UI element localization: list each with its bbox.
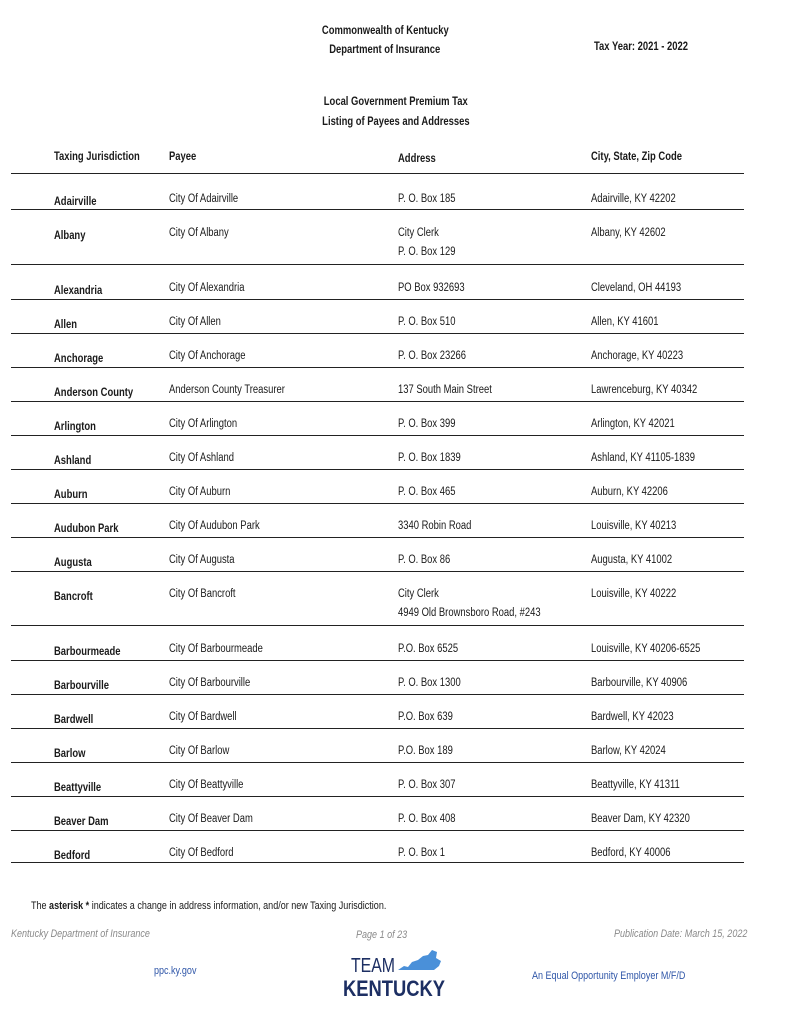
cell-jurisdiction: Arlington — [54, 421, 96, 433]
cell-jurisdiction: Bancroft — [54, 591, 93, 603]
row-divider — [11, 209, 744, 210]
cell-address: P.O. Box 189 — [398, 745, 453, 757]
cell-jurisdiction: Ashland — [54, 455, 92, 467]
cell-payee: City Of Alexandria — [169, 282, 245, 294]
cell-jurisdiction: Barbourmeade — [54, 646, 121, 658]
cell-address: P. O. Box 399 — [398, 418, 456, 430]
cell-payee: City Of Adairville — [169, 193, 239, 205]
kentucky-state-shape-icon — [398, 950, 441, 970]
row-divider — [11, 503, 744, 504]
cell-city: Albany, KY 42602 — [591, 227, 666, 239]
row-divider — [11, 728, 744, 729]
row-divider — [11, 762, 744, 763]
website-link[interactable]: ppc.ky.gov — [154, 965, 197, 977]
cell-jurisdiction: Bedford — [54, 850, 91, 862]
cell-address: P. O. Box 1 — [398, 847, 446, 859]
row-divider — [11, 264, 744, 265]
row-divider — [11, 660, 744, 661]
cell-address: P. O. Box 23266 — [398, 350, 466, 362]
page-number: Page 1 of 23 — [356, 929, 408, 941]
cell-address: P. O. Box 307 — [398, 779, 456, 791]
cell-city: Allen, KY 41601 — [591, 316, 659, 328]
cell-payee: City Of Barlow — [169, 745, 230, 757]
footnote: The asterisk * indicates a change in address information, and/or new Taxing Jurisdiction. — [31, 900, 387, 912]
cell-payee: City Of Bedford — [169, 847, 234, 859]
cell-payee: City Of Allen — [169, 316, 221, 328]
cell-city: Barlow, KY 42024 — [591, 745, 666, 757]
cell-payee: City Of Bardwell — [169, 711, 237, 723]
logo-kentucky-text: KENTUCKY — [343, 976, 446, 1001]
cell-jurisdiction: Anchorage — [54, 353, 104, 365]
row-divider — [11, 796, 744, 797]
cell-address: 3340 Robin Road — [398, 520, 472, 532]
footer-department: Kentucky Department of Insurance — [11, 928, 150, 940]
cell-address: City Clerk — [398, 227, 439, 239]
cell-jurisdiction: Alexandria — [54, 285, 103, 297]
row-divider — [11, 537, 744, 538]
cell-city: Beaver Dam, KY 42320 — [591, 813, 690, 825]
cell-city: Beattyville, KY 41311 — [591, 779, 680, 791]
cell-payee: City Of Bancroft — [169, 588, 236, 600]
row-divider — [11, 333, 744, 334]
cell-address: P. O. Box 510 — [398, 316, 456, 328]
cell-city: Louisville, KY 40222 — [591, 588, 677, 600]
equal-opportunity-note: An Equal Opportunity Employer M/F/D — [532, 970, 686, 982]
cell-payee: City Of Anchorage — [169, 350, 246, 362]
column-header-address: Address — [398, 153, 436, 165]
cell-address: P. O. Box 185 — [398, 193, 456, 205]
cell-address: P. O. Box 129 — [398, 246, 456, 258]
cell-city: Louisville, KY 40206-6525 — [591, 643, 701, 655]
cell-address: P. O. Box 1300 — [398, 677, 461, 689]
cell-address: P. O. Box 1839 — [398, 452, 461, 464]
cell-city: Ashland, KY 41105-1839 — [591, 452, 695, 464]
cell-jurisdiction: Augusta — [54, 557, 92, 569]
cell-jurisdiction: Allen — [54, 319, 78, 331]
cell-payee: City Of Augusta — [169, 554, 235, 566]
cell-jurisdiction: Auburn — [54, 489, 88, 501]
cell-address: P. O. Box 408 — [398, 813, 456, 825]
cell-payee: City Of Arlington — [169, 418, 238, 430]
cell-city: Arlington, KY 42021 — [591, 418, 675, 430]
tax-year: Tax Year: 2021 - 2022 — [594, 41, 689, 53]
cell-city: Bardwell, KY 42023 — [591, 711, 674, 723]
cell-city: Cleveland, OH 44193 — [591, 282, 682, 294]
logo-team-text: TEAM — [351, 955, 395, 977]
row-divider — [11, 862, 744, 863]
cell-city: Adairville, KY 42202 — [591, 193, 676, 205]
cell-payee: City Of Albany — [169, 227, 229, 239]
row-divider — [11, 830, 744, 831]
cell-address: P.O. Box 639 — [398, 711, 453, 723]
row-divider — [11, 299, 744, 300]
cell-address: P. O. Box 86 — [398, 554, 451, 566]
row-divider — [11, 571, 744, 572]
cell-city: Barbourville, KY 40906 — [591, 677, 688, 689]
row-divider — [11, 625, 744, 626]
cell-jurisdiction: Adairville — [54, 196, 97, 208]
column-header-payee: Payee — [169, 151, 197, 163]
cell-payee: City Of Barbourmeade — [169, 643, 263, 655]
cell-jurisdiction: Barbourville — [54, 680, 110, 692]
header-department: Department of Insurance — [329, 44, 441, 56]
cell-payee: City Of Beattyville — [169, 779, 244, 791]
cell-address: 137 South Main Street — [398, 384, 492, 396]
cell-payee: City Of Auburn — [169, 486, 231, 498]
cell-address: P.O. Box 6525 — [398, 643, 459, 655]
cell-city: Lawrenceburg, KY 40342 — [591, 384, 698, 396]
header-commonwealth: Commonwealth of Kentucky — [321, 25, 449, 37]
cell-jurisdiction: Anderson County — [54, 387, 134, 399]
cell-address: PO Box 932693 — [398, 282, 465, 294]
row-divider — [11, 694, 744, 695]
cell-payee: City Of Beaver Dam — [169, 813, 253, 825]
publication-date: Publication Date: March 15, 2022 — [614, 928, 748, 940]
cell-city: Anchorage, KY 40223 — [591, 350, 684, 362]
cell-jurisdiction: Audubon Park — [54, 523, 119, 535]
cell-jurisdiction: Beaver Dam — [54, 816, 109, 828]
cell-payee: City Of Audubon Park — [169, 520, 260, 532]
row-divider — [11, 367, 744, 368]
cell-jurisdiction: Bardwell — [54, 714, 94, 726]
row-divider — [11, 469, 744, 470]
cell-jurisdiction: Barlow — [54, 748, 86, 760]
cell-address: P. O. Box 465 — [398, 486, 456, 498]
cell-address: 4949 Old Brownsboro Road, #243 — [398, 607, 541, 619]
cell-payee: City Of Ashland — [169, 452, 234, 464]
cell-city: Louisville, KY 40213 — [591, 520, 677, 532]
document-subtitle: Listing of Payees and Addresses — [322, 116, 470, 128]
cell-address: City Clerk — [398, 588, 439, 600]
cell-payee: City Of Barbourville — [169, 677, 251, 689]
team-kentucky-logo — [342, 946, 452, 1002]
row-divider — [11, 435, 744, 436]
document-title: Local Government Premium Tax — [324, 96, 468, 108]
column-header-jurisdiction: Taxing Jurisdiction — [54, 151, 140, 163]
cell-jurisdiction: Beattyville — [54, 782, 102, 794]
row-divider — [11, 401, 744, 402]
cell-jurisdiction: Albany — [54, 230, 86, 242]
cell-city: Auburn, KY 42206 — [591, 486, 668, 498]
cell-payee: Anderson County Treasurer — [169, 384, 285, 396]
cell-city: Augusta, KY 41002 — [591, 554, 673, 566]
cell-city: Bedford, KY 40006 — [591, 847, 671, 859]
column-header-city: City, State, Zip Code — [591, 151, 682, 163]
